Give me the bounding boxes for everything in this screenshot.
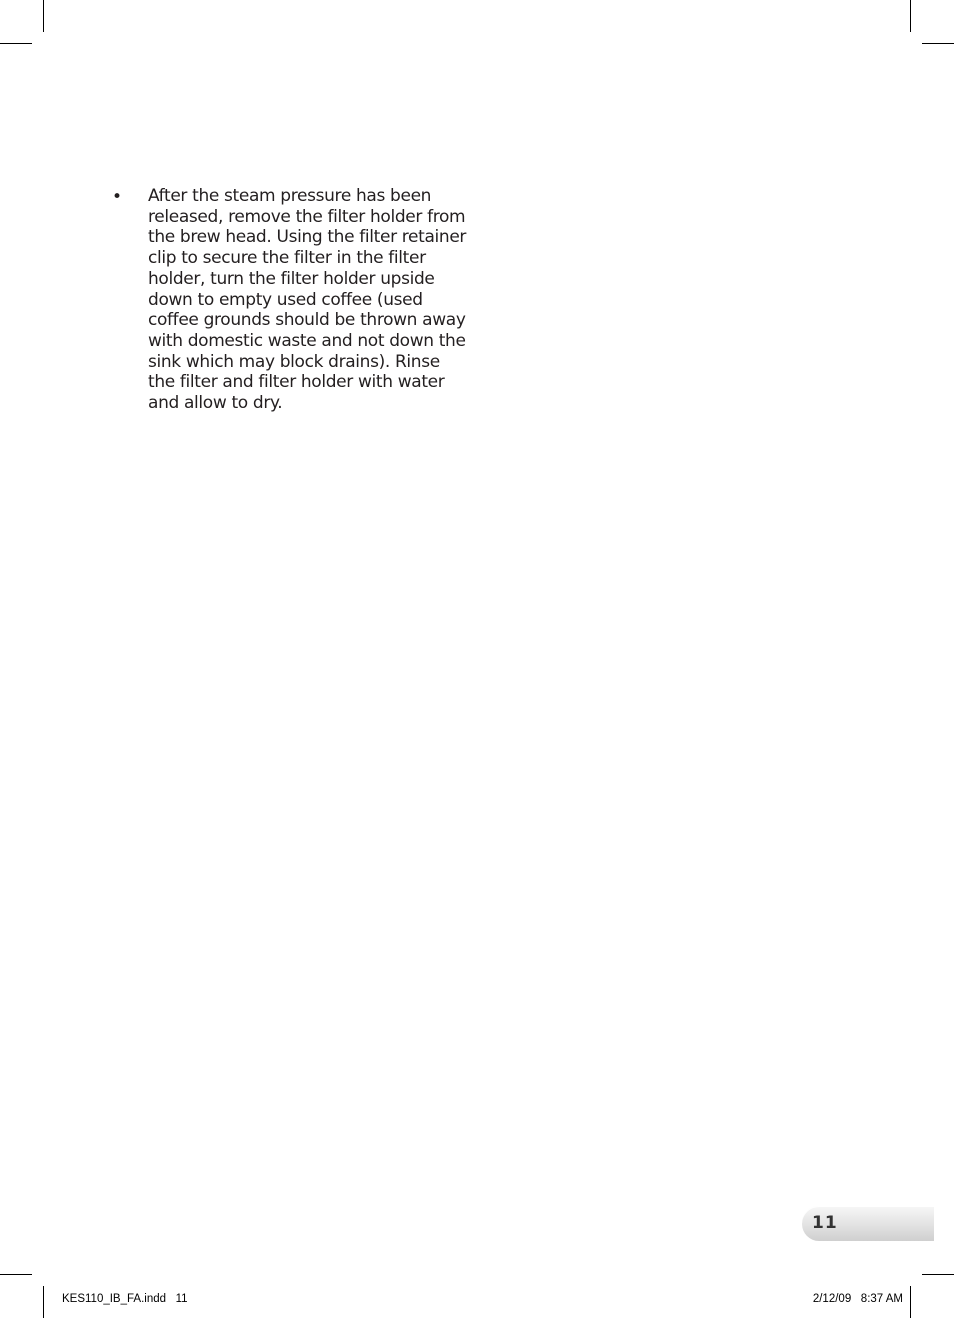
crop-mark-top-left-vertical (43, 0, 44, 32)
crop-mark-bottom-right-horizontal (922, 1274, 954, 1275)
crop-mark-bottom-left-vertical (43, 1286, 44, 1318)
crop-mark-top-right-horizontal (922, 43, 954, 44)
crop-mark-top-left-horizontal (0, 43, 32, 44)
crop-mark-top-right-vertical (910, 0, 911, 32)
slug-file-info: KES110_IB_FA.indd 11 (62, 1293, 188, 1305)
crop-mark-bottom-left-horizontal (0, 1274, 32, 1275)
bullet-list-item (112, 186, 472, 414)
crop-mark-bottom-right-vertical (910, 1286, 911, 1318)
page-number-tab (802, 1206, 934, 1241)
bullet-icon: • (112, 187, 123, 207)
instruction-content (112, 186, 472, 414)
slug-date-time: 2/12/09 8:37 AM (812, 1293, 903, 1305)
bullet-text: After the steam pressure has been released, remove the filter holder from the brew head. Using the filter retainer clip to secure the filter in the filter holder, turn the filter holder upside down to empty used coffee (used coffee grounds should be thrown away with domestic waste and not down the sink which may block drains). Rinse the filter and filter holder with water and allow to dry. (148, 186, 467, 414)
page-number: 11 (812, 1213, 838, 1233)
